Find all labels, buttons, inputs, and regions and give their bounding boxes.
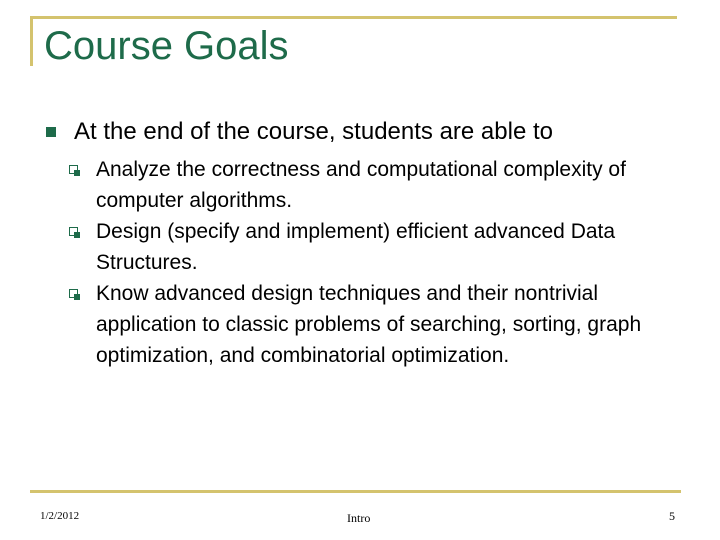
frame-left-border	[30, 16, 33, 66]
slide-title: Course Goals	[44, 24, 289, 68]
footer-section-label: Intro	[347, 511, 371, 525]
goal-text: Analyze the correctness and computational complexity of computer algorithms.	[96, 158, 626, 212]
goal-text: Design (specify and implement) efficient advanced Data Structures.	[96, 220, 616, 274]
footer-date: 1/2/2012	[40, 510, 80, 522]
hollow-square-bullet-icon	[69, 165, 78, 174]
goal-item	[96, 154, 691, 216]
frame-top-border	[30, 16, 677, 19]
goal-item	[96, 216, 691, 278]
intro-text: At the end of the course, students are able to	[74, 118, 553, 145]
hollow-square-bullet-icon	[69, 227, 78, 236]
goals-list	[96, 154, 691, 371]
frame-bottom-border	[30, 490, 681, 493]
hollow-square-bullet-icon	[69, 289, 78, 298]
goal-text: Know advanced design techniques and their nontrivial application to classic problems of searching, sorting, graph optimization, and combinatorial optimization.	[96, 282, 642, 367]
page-number: 5	[669, 509, 675, 523]
square-bullet-icon	[46, 127, 56, 137]
goal-item	[96, 278, 691, 371]
